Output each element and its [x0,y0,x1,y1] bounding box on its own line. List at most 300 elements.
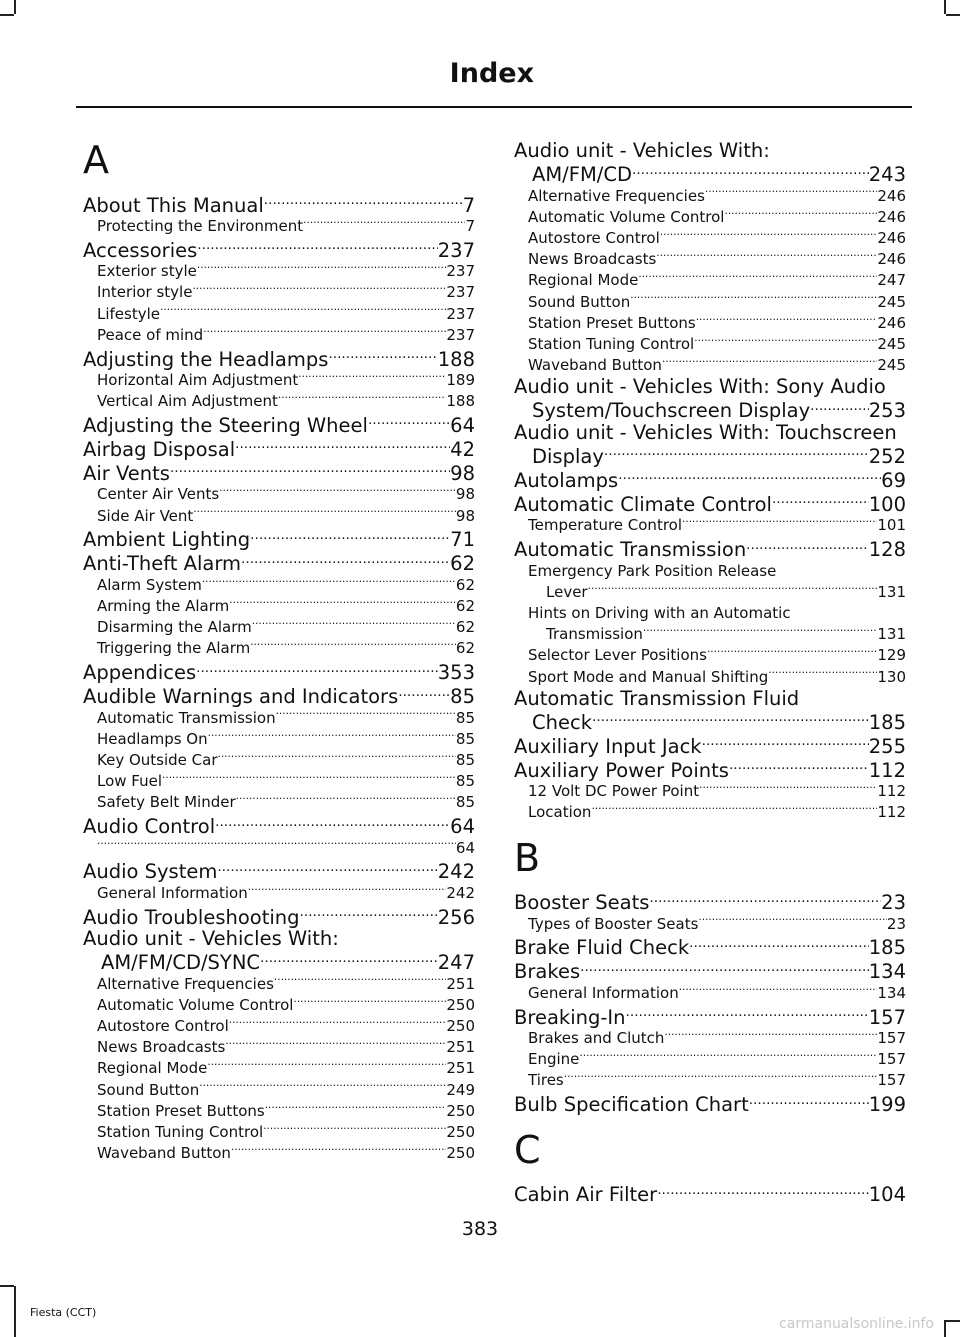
index-subentry[interactable] [83,391,475,412]
index-subentry[interactable] [514,645,906,666]
index-subentry[interactable] [83,506,475,527]
dot-leader [591,802,877,817]
dot-leader [207,1058,446,1073]
dot-leader [328,346,437,366]
entry-label: Audio unit - Vehicles With: Touchscreen [514,420,897,444]
page-ref: 188 [446,392,475,411]
index-subentry[interactable] [83,838,475,859]
page-ref: 157 [877,1029,906,1048]
entry-label: About This Manual [83,193,264,217]
dot-leader [656,249,877,264]
page-ref: 130 [877,667,906,686]
crop-mark-left-top [0,14,14,16]
page-ref: 246 [877,313,906,332]
dot-leader [263,1122,446,1137]
index-subentry[interactable] [514,270,906,291]
page-ref: 7 [462,193,475,217]
index-entry[interactable] [514,1092,906,1116]
index-subentry[interactable] [83,575,475,596]
index-entry[interactable] [83,237,475,261]
watermark: carmanualsonline.info [779,1316,934,1332]
entry-label: Brake Fluid Check [514,936,690,960]
dot-leader [303,216,465,231]
index-subentry[interactable] [83,729,475,750]
dot-leader [298,370,446,385]
dot-leader [746,537,869,557]
page-ref: 185 [868,710,906,734]
entry-label: Alternative Frequencies [97,974,274,993]
page-ref: 242 [446,883,475,902]
index-subentry[interactable] [514,292,906,313]
dot-leader [657,1182,869,1202]
page-ref: 62 [455,575,475,594]
index-column-right [514,140,906,1206]
header-divider [76,106,912,108]
dot-leader [250,527,450,547]
dot-leader [202,575,456,590]
entry-label: Sound Button [97,1080,200,1099]
page-ref: 189 [446,371,475,390]
dot-leader [694,334,877,349]
dot-leader [229,1016,447,1031]
index-subentry[interactable] [514,802,906,823]
index-subentry[interactable] [83,484,475,505]
page-ref: 134 [868,960,906,984]
page-ref: 134 [877,983,906,1002]
entry-label: Audio unit - Vehicles With: [83,927,339,951]
dot-leader [225,1037,446,1052]
dot-leader [626,1004,869,1024]
index-subentry[interactable] [514,313,906,334]
dot-leader [729,757,869,777]
entry-label: News Broadcasts [97,1038,226,1057]
index-entry[interactable] [514,376,906,422]
index-subentry[interactable] [83,1101,475,1122]
entry-label: Audible Warnings and Indicators [83,685,399,709]
page-ref: 64 [455,838,475,857]
index-entry[interactable] [514,733,906,757]
dot-leader [649,890,881,910]
entry-label: Triggering the Alarm [97,639,251,658]
index-subentry[interactable] [83,1122,475,1143]
page-ref: 247 [877,271,906,290]
dot-leader [192,282,446,297]
dot-leader [630,292,877,307]
crop-mark-right-top [946,14,960,16]
index-subentry[interactable] [83,596,475,617]
entry-label: Protecting the Environment [97,217,304,235]
page-ref: 237 [446,325,475,344]
index-subentry[interactable] [83,216,475,237]
entry-label: Disarming the Alarm [97,618,252,637]
page-ref: 69 [881,468,906,492]
entry-label: Sound Button [528,292,631,311]
dot-leader [199,1080,446,1095]
entry-label: Station Preset Buttons [97,1101,265,1120]
page-ref: 62 [450,552,475,576]
dot-leader [229,596,456,611]
index-subentry[interactable] [514,249,906,270]
dot-leader [193,506,456,521]
page-ref: 101 [877,516,906,535]
dot-leader [592,709,869,729]
dot-leader [300,904,438,924]
page-ref: 23 [886,914,906,933]
page-ref: 112 [877,803,906,822]
dot-leader [265,1101,447,1116]
entry-label: Hints on Driving with an Automatic [528,603,791,622]
entry-label: Audio Control [83,815,216,839]
page-ref: 98 [455,506,475,525]
dot-leader [664,1028,877,1043]
index-entry[interactable] [514,890,906,914]
page-ref: 157 [877,1050,906,1069]
footer-model: Fiesta (CCT) [30,1306,97,1319]
index-subentry[interactable] [83,1143,475,1164]
index-entry[interactable] [83,460,475,484]
entry-continuation [514,624,906,645]
dot-leader [368,412,450,432]
dot-leader [252,617,456,632]
dot-leader [564,1070,878,1085]
dot-leader [643,624,877,639]
page-ref: 251 [446,1059,475,1078]
index-subentry[interactable] [83,325,475,346]
dot-leader [707,645,877,660]
index-subentry[interactable] [514,1070,906,1091]
entry-label: Audio System [83,860,218,884]
entry-label: Accessories [83,238,198,262]
entry-label: Peace of mind [97,325,204,344]
entry-label: General Information [97,883,248,902]
index-subentry[interactable] [514,603,906,645]
entry-label: Interior style [97,283,193,302]
entry-label: Station Tuning Control [528,334,695,353]
dot-leader [724,207,877,222]
page-ref: 112 [877,782,906,801]
crop-mark-right-bottom [946,1320,960,1322]
entry-label: Ambient Lighting [83,528,251,552]
index-entry[interactable] [83,346,475,370]
entry-label: Autostore Control [97,1016,229,1035]
dot-leader [604,443,869,463]
dot-leader [278,391,447,406]
index-subentry[interactable] [514,667,906,688]
entry-continuation [514,398,906,422]
index-subentry[interactable] [83,638,475,659]
page-ref: 245 [877,292,906,311]
index-subentry[interactable] [514,914,906,935]
index-entry[interactable] [514,537,906,561]
page-ref: 85 [455,729,475,748]
index-entry[interactable] [83,436,475,460]
section-letter: C [514,1127,541,1172]
index-subentry[interactable] [514,515,906,536]
page-ref: 98 [455,485,475,504]
entry-label: Breaking-In [514,1005,626,1029]
entry-label: Side Air Vent [97,506,194,525]
entry-label: Tires [528,1071,564,1090]
index-entry[interactable] [514,467,906,491]
page-ref: 64 [450,815,475,839]
dot-leader [276,708,456,723]
entry-continuation [514,443,906,467]
index-entry[interactable] [83,814,475,838]
index-entry[interactable] [514,140,906,186]
dot-leader [264,192,463,212]
dot-leader [241,551,450,571]
entry-label: Appendices [83,661,197,685]
dot-leader [638,270,877,285]
index-subentry[interactable] [83,708,475,729]
index-entry[interactable] [514,1182,906,1206]
entry-label: Automatic Climate Control [514,492,772,516]
index-subentry[interactable] [83,792,475,813]
dot-leader [618,467,881,487]
dot-leader [197,261,446,276]
page-ref: 199 [868,1093,906,1117]
dot-leader [696,313,878,328]
crop-mark-top-left [14,0,16,14]
index-subentry[interactable] [83,974,475,995]
dot-leader [248,883,447,898]
page-ref: 62 [455,639,475,658]
entry-label: News Broadcasts [528,250,657,269]
dot-leader [699,781,877,796]
index-entry[interactable] [514,491,906,515]
index-entry[interactable] [83,928,475,974]
dot-leader [236,792,456,807]
dot-leader [698,914,887,929]
entry-label: Sport Mode and Manual Shifting [528,667,769,686]
entry-label: Temperature Control [528,516,683,535]
crop-mark-bottom-left [14,1286,16,1337]
index-subentry[interactable] [83,1058,475,1079]
page-ref: 71 [450,528,475,552]
entry-label-continuation: Check [532,710,592,734]
entry-label: Alarm System [97,575,202,594]
entry-label: Emergency Park Position Release [528,561,777,580]
entry-label: Automatic Transmission [97,708,276,727]
page-ref: 252 [868,444,906,468]
page-ref: 255 [868,734,906,758]
index-entry[interactable] [83,859,475,883]
page-ref: 157 [868,1005,906,1029]
entry-label: Station Tuning Control [97,1122,264,1141]
index-subentry[interactable] [514,228,906,249]
entry-label: Audio Troubleshooting [83,905,300,929]
page-ref: 85 [450,685,475,709]
entry-label: Arming the Alarm [97,597,230,616]
dot-leader [662,355,877,370]
page-ref: 7 [465,217,475,235]
entry-label: Low Fuel [97,772,163,791]
entry-label-continuation: Lever [546,582,588,601]
index-subentry[interactable] [83,370,475,391]
index-subentry[interactable] [514,1028,906,1049]
index-subentry[interactable] [514,355,906,376]
dot-leader [679,983,878,998]
dot-leader [580,959,869,979]
entry-label: Key Outside Car [97,751,218,770]
dot-leader [768,667,877,682]
index-entry[interactable] [83,684,475,708]
index-entry[interactable] [514,422,906,468]
index-subentry[interactable] [514,334,906,355]
entry-label: Automatic Volume Control [528,207,725,226]
page-ref: 237 [437,238,475,262]
page-ref: 85 [455,793,475,812]
page-ref: 98 [450,461,475,485]
index-subentry[interactable] [83,1037,475,1058]
entry-label: Adjusting the Steering Wheel [83,413,368,437]
page-ref: 104 [868,1183,906,1207]
dot-leader [231,1143,446,1158]
index-subentry[interactable] [83,995,475,1016]
index-subentry[interactable] [83,282,475,303]
dot-leader [293,995,446,1010]
entry-label: Waveband Button [528,356,662,375]
dot-leader [632,162,869,182]
entry-label-continuation: AM/FM/CD [532,163,632,186]
page-ref: 246 [877,186,906,205]
page-ref: 131 [877,582,906,601]
page-ref: 353 [437,661,475,685]
index-entry[interactable] [83,527,475,551]
index-entry[interactable] [83,904,475,928]
dot-leader [250,638,456,653]
entry-label: Cabin Air Filter [514,1183,658,1207]
page-ref: 243 [868,163,906,186]
page-ref: 237 [446,262,475,281]
dot-leader [588,582,878,597]
page-title: Index [449,58,534,89]
dot-leader [702,733,869,753]
dot-leader [274,974,446,989]
dot-leader [689,935,869,955]
index-subentry[interactable] [83,883,475,904]
dot-leader [215,814,450,834]
entry-label: Horizontal Aim Adjustment [97,371,299,390]
dot-leader [772,491,869,511]
page-ref: 250 [446,1016,475,1035]
entry-label: Alternative Frequencies [528,186,705,205]
index-subentry[interactable] [83,304,475,325]
page-ref: 157 [877,1071,906,1090]
entry-label: Regional Mode [97,1059,208,1078]
page-ref: 185 [868,936,906,960]
entry-label: Brakes and Clutch [528,1029,665,1048]
entry-continuation [514,709,906,733]
page-ref: 247 [437,951,475,975]
page-ref: 246 [877,207,906,226]
index-subentry[interactable] [83,1016,475,1037]
page-ref: 85 [455,708,475,727]
dot-leader [170,460,450,480]
page-ref: 245 [877,334,906,353]
page-ref: 250 [446,1101,475,1120]
index-subentry[interactable] [514,781,906,802]
page-ref: 62 [455,618,475,637]
page-ref: 23 [881,891,906,915]
entry-label: Audio unit - Vehicles With: [514,139,770,162]
page-ref: 129 [877,646,906,665]
page-ref: 237 [446,304,475,323]
entry-label: General Information [528,983,679,1002]
page-ref: 251 [446,974,475,993]
page-ref: 250 [446,1122,475,1141]
index-entry[interactable] [514,1004,906,1028]
entry-label: Audio unit - Vehicles With: Sony Audio [514,375,886,399]
dot-leader [810,398,869,418]
entry-label: Station Preset Buttons [528,313,696,332]
dot-leader [660,228,878,243]
index-subentry[interactable] [83,1080,475,1101]
index-subentry[interactable] [514,207,906,228]
index-subentry[interactable] [83,771,475,792]
page-ref: 253 [868,399,906,423]
entry-label: Headlamps On [97,729,208,748]
page-ref: 112 [868,758,906,782]
index-entry[interactable] [83,660,475,684]
index-entry[interactable] [83,412,475,436]
dot-leader [219,484,456,499]
page-number: 383 [461,1218,499,1240]
entry-label: Booster Seats [514,891,650,915]
index-entry[interactable] [514,688,906,734]
entry-label: Adjusting the Headlamps [83,347,329,371]
entry-label-continuation: AM/FM/CD/SYNC [101,951,261,975]
entry-label-continuation: System/Touchscreen Display [532,399,811,423]
index-entry[interactable] [83,551,475,575]
crop-mark-bottom-right [944,1320,946,1337]
index-entry[interactable] [514,757,906,781]
index-entry[interactable] [514,935,906,959]
page-ref: 62 [455,597,475,616]
index-subentry[interactable] [514,561,906,603]
dot-leader [218,750,456,765]
index-subentry[interactable] [514,186,906,207]
entry-label: Types of Booster Seats [528,914,699,933]
page-ref: 64 [450,413,475,437]
entry-label: Safety Belt Minder [97,793,236,812]
dot-leader [217,859,437,879]
entry-label: Anti-Theft Alarm [83,552,242,576]
entry-label: Center Air Vents [97,485,220,504]
entry-label: Automatic Transmission [514,538,747,562]
index-subentry[interactable] [514,1049,906,1070]
page-ref: 131 [877,625,906,644]
index-subentry[interactable] [83,617,475,638]
dot-leader [162,771,456,786]
dot-leader [579,1049,877,1064]
entry-label: 12 Volt DC Power Point [528,782,700,801]
page-ref: 85 [455,751,475,770]
entry-label-continuation: Transmission [546,625,643,644]
page-ref: 246 [877,228,906,247]
index-subentry[interactable] [83,261,475,282]
dot-leader [682,515,877,530]
section-letter: B [514,835,541,880]
index-subentry[interactable] [514,983,906,1004]
index-entry[interactable] [514,959,906,983]
page-ref: 256 [437,905,475,929]
page-ref: 188 [437,347,475,371]
index-entry[interactable] [83,192,475,216]
entry-label: Autostore Control [528,228,660,247]
index-subentry[interactable] [83,750,475,771]
page-ref: 249 [446,1080,475,1099]
